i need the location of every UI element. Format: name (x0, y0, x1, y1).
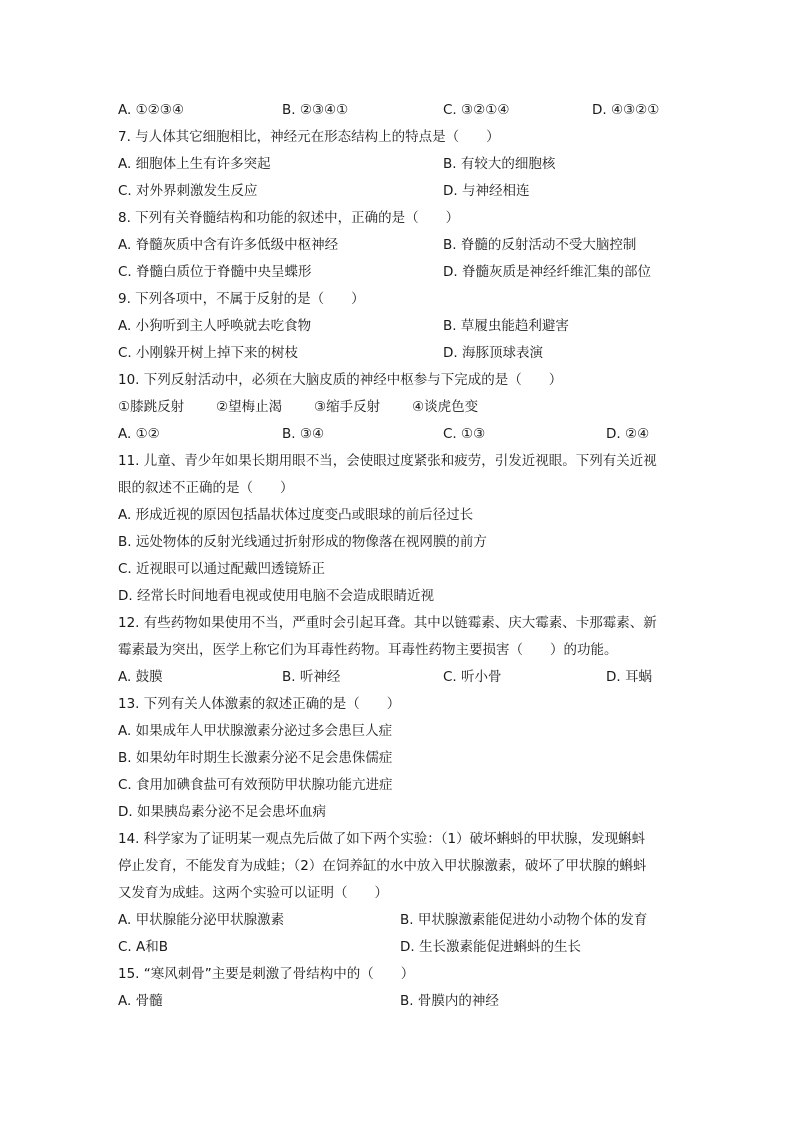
q12-option-d: D. 耳蜗 (606, 669, 652, 685)
q8-option-b: B. 脊髓的反射活动不受大脑控制 (443, 237, 637, 253)
q14-stem-line1: 14. 科学家为了证明某一观点先后做了如下两个实验：（1）破坏蝌蚪的甲状腺，发现蝌蚪 (118, 831, 646, 847)
q9-stem: 9. 下列各项中，不属于反射的是（ ） (118, 291, 365, 307)
q10-item-4: ④谈虎色变 (412, 399, 479, 415)
q11-stem-line2: 眼的叙述不正确的是（ ） (118, 480, 294, 496)
q10-option-d: D. ②④ (606, 426, 650, 442)
q11-option-d: D. 经常长时间地看电视或使用电脑不会造成眼睛近视 (118, 588, 434, 604)
q13-stem: 13. 下列有关人体激素的叙述正确的是（ ） (118, 696, 401, 712)
q7-option-b: B. 有较大的细胞核 (443, 156, 556, 172)
q14-stem-line2: 停止发育，不能发育为成蛙；（2）在饲养缸的水中放入甲状腺激素，破坏了甲状腺的蝌蚪 (118, 858, 647, 874)
q8-stem: 8. 下列有关脊髓结构和功能的叙述中，正确的是（ ） (118, 210, 460, 226)
q15-stem: 15. “寒风刺骨”主要是刺激了骨结构中的（ ） (118, 966, 415, 982)
q7-option-a: A. 细胞体上生有许多突起 (118, 156, 271, 172)
q7-stem: 7. 与人体其它细胞相比，神经元在形态结构上的特点是（ ） (118, 129, 500, 145)
q11-option-a: A. 形成近视的原因包括晶状体过度变凸或眼球的前后径过长 (118, 507, 474, 523)
q12-option-b: B. 听神经 (282, 669, 341, 685)
q10-item-2: ②望梅止渴 (216, 399, 283, 415)
q8-option-d: D. 脊髓灰质是神经纤维汇集的部位 (443, 264, 651, 280)
q10-item-3: ③缩手反射 (314, 399, 381, 415)
q8-option-c: C. 脊髓白质位于脊髓中央呈蝶形 (118, 264, 312, 280)
q15-option-a: A. 骨髓 (118, 993, 163, 1009)
q12-stem-line1: 12. 有些药物如果使用不当，严重时会引起耳聋。其中以链霉素、庆大霉素、卡那霉素、新 (118, 615, 657, 631)
q12-option-a: A. 鼓膜 (118, 669, 163, 685)
q6-option-d: D. ④③②① (592, 102, 660, 118)
q10-item-1: ①膝跳反射 (118, 399, 185, 415)
q6-option-b: B. ②③④① (282, 102, 349, 118)
q14-option-b: B. 甲状腺激素能促进幼小动物个体的发育 (400, 912, 648, 928)
q10-option-c: C. ①③ (443, 426, 486, 442)
q11-option-c: C. 近视眼可以通过配戴凹透镜矫正 (118, 561, 326, 577)
q9-option-b: B. 草履虫能趋利避害 (443, 318, 569, 334)
q7-option-c: C. 对外界刺激发生反应 (118, 183, 258, 199)
q9-option-a: A. 小狗听到主人呼唤就去吃食物 (118, 318, 312, 334)
q11-stem-line1: 11. 儿童、青少年如果长期用眼不当，会使眼过度紧张和疲劳，引发近视眼。下列有关近视 (118, 453, 657, 469)
q6-option-c: C. ③②①④ (443, 102, 510, 118)
q12-stem-line2: 霉素最为突出，医学上称它们为耳毒性药物。耳毒性药物主要损害（ ）的功能。 (118, 642, 618, 658)
q12-option-c: C. 听小骨 (443, 669, 502, 685)
q8-option-a: A. 脊髓灰质中含有许多低级中枢神经 (118, 237, 339, 253)
q7-option-d: D. 与神经相连 (443, 183, 530, 199)
q13-option-a: A. 如果成年人甲状腺激素分泌过多会患巨人症 (118, 723, 393, 739)
q10-option-a: A. ①② (118, 426, 160, 442)
q14-option-c: C. A和B (118, 939, 169, 955)
q11-option-b: B. 远处物体的反射光线通过折射形成的物像落在视网膜的前方 (118, 534, 487, 550)
q9-option-c: C. 小刚躲开树上掉下来的树枝 (118, 345, 299, 361)
q6-option-a: A. ①②③④ (118, 102, 184, 118)
q9-option-d: D. 海豚顶球表演 (443, 345, 543, 361)
q13-option-c: C. 食用加碘食盐可有效预防甲状腺功能亢进症 (118, 777, 393, 793)
q14-stem-line3: 又发育为成蛙。这两个实验可以证明（ ） (118, 885, 388, 901)
q14-option-a: A. 甲状腺能分泌甲状腺激素 (118, 912, 285, 928)
q13-option-d: D. 如果胰岛素分泌不足会患坏血病 (118, 804, 326, 820)
q13-option-b: B. 如果幼年时期生长激素分泌不足会患侏儒症 (118, 750, 393, 766)
q15-option-b: B. 骨膜内的神经 (400, 993, 499, 1009)
q10-option-b: B. ③④ (282, 426, 325, 442)
q14-option-d: D. 生长激素能促进蝌蚪的生长 (400, 939, 581, 955)
q10-stem: 10. 下列反射活动中，必须在大脑皮质的神经中枢参与下完成的是（ ） (118, 372, 563, 388)
